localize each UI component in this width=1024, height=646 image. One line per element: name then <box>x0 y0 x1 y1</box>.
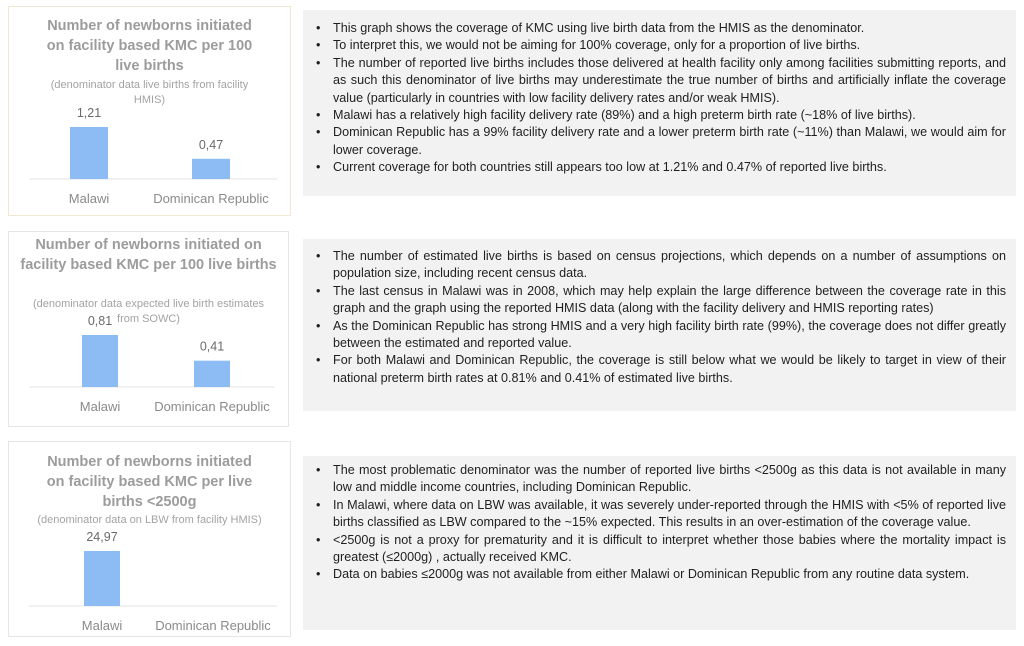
bar-malawi <box>84 551 120 606</box>
bar-malawi <box>82 335 118 387</box>
note-item: • <2500g is not a proxy for prematurity and it is difficult to interpret whether those babies where the mortality impact is greatest (≤2000g) , actually received KMC. <box>311 532 1006 567</box>
x-tick-label: Malawi <box>81 618 123 633</box>
note-item: • Data on babies ≤2000g was not available from either Malawi or Dominican Republic from any routine data system. <box>311 566 1006 583</box>
notes-panel-sowc <box>303 239 1016 411</box>
chart-panel-lbw <box>8 441 291 637</box>
chart-subtitle: (denominator data on LBW from facility HMIS) <box>37 514 262 526</box>
chart-panel-sowc-estimates <box>8 231 289 427</box>
bar-chart <box>9 530 292 638</box>
x-tick-label: Dominican Republic <box>155 618 271 633</box>
x-tick-label: Malawi <box>68 191 110 206</box>
bar-chart <box>9 106 292 217</box>
chart-subtitle: (denominator data expected live birth estimates from SOWC) <box>32 298 265 325</box>
notes-list <box>311 20 1006 177</box>
notes-list <box>311 462 1006 584</box>
bar-malawi <box>70 127 108 179</box>
bar-dominican-republic <box>192 159 230 179</box>
note-item: • This graph shows the coverage of KMC using live birth data from the HMIS as the denominator. <box>311 20 1006 37</box>
note-item: • Malawi has a relatively high facility delivery rate (89%) and a high preterm birth rate (~18% of live births). <box>311 107 1006 124</box>
x-tick-label: Dominican Republic <box>153 191 269 206</box>
note-item: • The number of estimated live births is based on census projections, which depends on a number of assumptions on population size, including recent census data. <box>311 248 1006 283</box>
notes-list <box>311 248 1006 387</box>
data-label: 24,97 <box>86 530 118 544</box>
note-item: • The last census in Malawi was in 2008, which may help explain the large difference between the coverage rate in this graph and the graph using the reported HMIS data (along with the facility delivery and HMIS reporting rates) <box>311 283 1006 318</box>
notes-panel-hmis <box>303 10 1016 196</box>
data-label: 0,47 <box>198 137 224 152</box>
note-item: • For both Malawi and Dominican Republic, the coverage is still below what we would be likely to target in view of their national preterm birth rates at 0.81% and 0.41% of estimated live births. <box>311 352 1006 387</box>
note-item: • Current coverage for both countries still appears too low at 1.21% and 0.47% of reported live births. <box>311 159 1006 176</box>
note-item: • The number of reported live births includes those delivered at health facility only among facilities submitting reports, and as such this denominator of live births may underestimate the true number of births and artificially inflate the coverage value (particularly in countries with low facility delivery rates and/or weak HMIS). <box>311 55 1006 107</box>
note-item: • As the Dominican Republic has strong HMIS and a very high facility birth rate (99%), the coverage does not differ greatly between the estimated and reported value. <box>311 318 1006 353</box>
data-label: 0,41 <box>199 339 225 354</box>
data-label: 1,21 <box>76 106 102 120</box>
notes-panel-lbw <box>303 456 1016 630</box>
data-label: 0,81 <box>87 314 113 328</box>
x-tick-label: Malawi <box>79 399 121 414</box>
note-item: • Dominican Republic has a 99% facility delivery rate and a lower preterm birth rate (~11%) than Malawi, we would aim for lower coverage. <box>311 124 1006 159</box>
chart-subtitle: (denominator data live births from facility HMIS) <box>50 79 249 106</box>
bar-chart <box>9 314 290 428</box>
chart-panel-hmis-live-births <box>8 6 291 216</box>
note-item: • In Malawi, where data on LBW was available, it was severely under-reported through the HMIS with <5% of reported live births classified as LBW compared to the ~15% expected. This results in an over-estimation of the coverage value. <box>311 497 1006 532</box>
chart-title: Number of newborns initiated on facility based KMC per 100 live births <box>20 237 277 273</box>
x-tick-label: Dominican Republic <box>154 399 270 414</box>
note-item: • To interpret this, we would not be aiming for 100% coverage, only for a proportion of live births. <box>311 37 1006 54</box>
bar-dominican-republic <box>194 361 230 387</box>
note-item: • The most problematic denominator was the number of reported live births <2500g as this data is not available in many low and middle income countries, including Dominican Republic. <box>311 462 1006 497</box>
chart-title: Number of newborns initiated on facility based KMC per live births <2500g <box>46 454 253 510</box>
chart-title: Number of newborns initiated on facility based KMC per 100 live births <box>46 18 253 74</box>
